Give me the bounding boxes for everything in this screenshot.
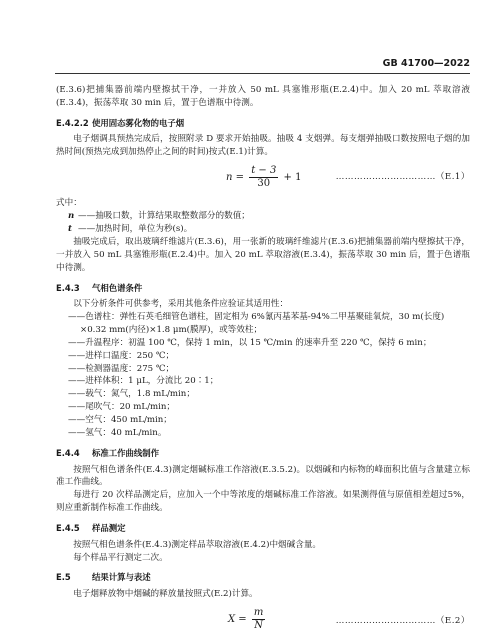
section-number: E.4.3 xyxy=(56,282,80,293)
section-heading-e45 xyxy=(56,522,470,535)
list-item-continuation: ×0.32 mm(内径)×1.8 μm(膜厚)，或等效柱； xyxy=(80,324,263,335)
section-title: 使用固态雾化物的电子烟 xyxy=(92,117,185,128)
section-title: 标准工作曲线制作 xyxy=(92,447,159,458)
variable-symbol: n xyxy=(68,211,75,222)
paragraph-6: 每进行 20 次样品测定后，应加入一个中等浓度的烟碱标准工作溶液。如果测得值与原值相差超过5%，则应重新制作标准工作曲线。 xyxy=(56,490,470,514)
variable-text: ——抽吸口数，计算结果取整数部分的数值； xyxy=(78,211,250,222)
list-item: ——尾吹气：20 mL/min； xyxy=(68,402,176,413)
list-item: ——升温程序：初温 100 ℃，保持 1 min，以 15 ℃/min 的速率升至 220 ℃，保持 6 min； xyxy=(68,337,432,348)
list-item: ——进样口温度：250 ℃； xyxy=(68,350,175,361)
variable-text: ——加热时间，单位为秒(s)。 xyxy=(78,223,193,234)
section-heading-e5 xyxy=(56,571,470,584)
paragraph-2: 电子烟调具预热完成后，按照附录 D 要求开始抽吸。抽吸 4 支烟弹。每支烟弹抽吸口数按照电子烟的加热时间(预热完成到加热停止之间的时间)按式(E.1)计算。 xyxy=(56,134,470,158)
list-item: ——氢气：40 mL/min。 xyxy=(68,428,167,439)
list-item: ——空气：450 mL/min； xyxy=(68,415,172,426)
section-number: E.4.5 xyxy=(56,523,80,534)
paragraph-3: 抽吸完成后，取出玻璃纤维滤片(E.3.6)，用一张新的玻璃纤维滤片(E.3.6)把捕集器前端内壁擦拭干净，一并放入 50 mL 具塞锥形瓶(E.2.4)中。加入 20 mL 萃取溶液(E.3.4)，振荡萃取 30 min 后，置于色谱瓶中待测。 xyxy=(56,236,470,273)
section-number: E.4.2.2 xyxy=(56,117,89,128)
equation-label: ……………………………（E.2） xyxy=(335,615,470,626)
section-title: 样品测定 xyxy=(92,523,126,534)
section-heading-e43 xyxy=(56,282,470,295)
paragraph-8: 每个样品平行测定二次。 xyxy=(73,552,168,563)
paragraph-9: 电子烟释放物中烟碱的释放量按照式(E.2)计算。 xyxy=(73,589,258,600)
section-title: 气相色谱条件 xyxy=(92,282,143,293)
variable-def-n xyxy=(56,210,470,223)
paragraph-4: 以下分析条件可供参考，采用其他条件应验证其适用性： xyxy=(73,299,289,310)
variable-symbol: t xyxy=(68,223,72,234)
section-number: E.4.4 xyxy=(56,447,80,458)
fraction-numerator: m xyxy=(253,606,264,618)
section-title: 结果计算与表述 xyxy=(92,572,151,583)
fraction-denominator: N xyxy=(254,619,263,631)
list-item: ——载气：氮气，1.8 mL/min； xyxy=(68,389,195,400)
formula-lhs: n xyxy=(226,172,233,184)
standard-number: GB 41700—2022 xyxy=(382,58,470,69)
paragraph-7: 按照气相色谱条件(E.4.3)测定样品萃取溶液(E.4.2)中烟碱含量。 xyxy=(73,539,322,550)
section-heading-e44 xyxy=(56,447,470,460)
paragraph-5: 按照气相色谱条件(E.4.3)测定烟碱标准工作溶液(E.3.5.2)。以烟碱和内标物的峰面积比值与含量建立标准工作曲线。 xyxy=(56,464,470,488)
formula-lhs: X = xyxy=(228,613,247,625)
formula-e1: n = $\frac{t - 3}{30}$ + 1 ……………………………（E.1） xyxy=(226,165,470,190)
fraction xyxy=(249,165,278,190)
formula-tail: + 1 xyxy=(283,172,302,184)
section-number: E.5 xyxy=(56,572,71,583)
fraction xyxy=(252,607,265,632)
document-body xyxy=(56,84,470,635)
paragraph-1: (E.3.6)把捕集器前端内壁擦拭干净，一并放入 50 mL 具塞锥形瓶(E.2.4)中。加入 20 mL 萃取溶液(E.3.4)，振荡萃取 30 min 后，置于色谱瓶中待测。 xyxy=(56,85,470,108)
where-label: 式中： xyxy=(56,198,82,209)
header-rule xyxy=(55,73,470,74)
formula-e2 xyxy=(56,605,470,635)
list-item: ——色谱柱：弹性石英毛细管色谱柱，固定相为 6%氰丙基苯基-94%二甲基聚硅氧烷，30 m(长度) xyxy=(68,312,445,323)
section-heading-e422 xyxy=(56,117,470,130)
fraction-denominator: 30 xyxy=(257,178,271,190)
list-item: ——检测器温度：275 ℃； xyxy=(68,363,175,374)
fraction-numerator: t − 3 xyxy=(251,165,277,177)
list-item: ——进样体积：1 μL，分流比 20∶1； xyxy=(68,376,219,387)
equation-label: ……………………………（E.1） xyxy=(335,172,470,183)
variable-def-t xyxy=(56,223,470,236)
